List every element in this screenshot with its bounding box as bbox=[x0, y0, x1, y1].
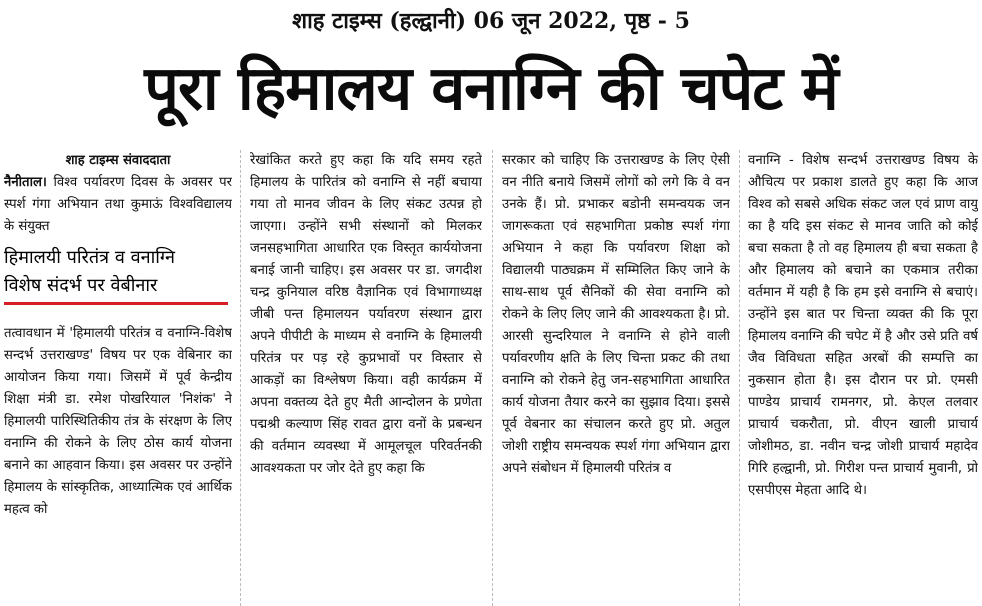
subheading bbox=[4, 244, 232, 300]
article-intro bbox=[4, 172, 232, 238]
masthead-text: शाह टाइम्स (हल्द्वानी) 06 जून 2022, पृष्ठ - 5 bbox=[292, 8, 690, 34]
column-2-body: रेखांकित करते हुए कहा कि यदि समय रहते हिमालय के पारितंत्र को वनाग्नि से नहीं बचाया गया तो मानव जीवन के लिए संकट उत्पन्न हो जाएगा। उन्होंने सभी संस्थानों को मिलकर जनसहभागिता आधारित एक विस्तृत कार्ययोजना बनाई जानी चाहिए। इस अवसर पर डा. जगदीश चन्द्र कुनियाल वरिष्ठ वैज्ञानिक एवं विभागाध्यक्ष जीबी पन्त हिमालयन पर्यावरण संस्थान द्वारा अपने पीपीटी के माध्यम से वनाग्नि के हिमालयी परितंत्र पर पड़ रहे कुप्रभावों पर विस्तार से आकड़ों का विश्लेषण किया। वही कार्यक्रम में अपना वक्तव्य देते हुए मैती आन्दोलन के प्रणेता पद्मश्री कल्याण सिंह रावत द्वारा वनों के प्रबन्धन की वर्तमान व्यवस्था में आमूलचूल परिवर्तनकी आवश्यकता पर जोर देते हुए कहा कि bbox=[250, 153, 482, 476]
article-column-1 bbox=[4, 150, 232, 606]
masthead bbox=[0, 4, 982, 38]
dateline: नैनीताल। bbox=[4, 175, 47, 190]
column-divider-3 bbox=[739, 150, 741, 606]
article-column-4 bbox=[748, 150, 978, 606]
column-4-body: वनाग्नि - विशेष सन्दर्भ उत्तराखण्ड विषय के औचित्य पर प्रकाश डालते हुए कहा कि आज विश्व को सबसे अधिक संकट जल एवं प्राण वायु का है यदि इस संकट से मानव जाति को कोई बचा सकता है तो वह हिमालय ही बचा सकता है और हिमालय को बचाने का एकमात्र तरीका वर्तमान में यही है कि हम इसे वनाग्नि से बचाएं। उन्होंने इस बात पर चिन्ता व्यक्त की कि पूरा हिमालय वनाग्नि की चपेट में है और उसे प्रति वर्ष जैव विविधता सहित अरबों की सम्पत्ति का नुकसान होता है। इस दौरान पर प्रो. एमसी पाण्डेय प्राचार्य रामनगर, प्रो. केएल तलवार प्राचार्य चकरौता, प्रो. वीएन खाली प्राचार्य जोशीमठ, डा. नवीन चन्द्र जोशी प्राचार्य महादेव गिरि हल्द्वानी, प्रो. गिरीश पन्त प्राचार्य मुवानी, प्रो एसपीएस मेहता आदि थे। bbox=[748, 153, 978, 498]
article-column-2 bbox=[250, 150, 482, 606]
headline-text: पूरा हिमालय वनाग्नि की चपेट में bbox=[144, 53, 838, 124]
column-1-body: तत्वावधान में 'हिमालयी परितंत्र व वनाग्नि-विशेष सन्दर्भ उत्तराखण्ड' विषय पर एक वेबिनार का आयोजन किया गया। जिसमें में पूर्व केन्द्रीय शिक्षा मंत्री डा. रमेश पोखरियाल 'निशंक' ने हिमालयी पारिस्थितिकीय तंत्र के संरक्षण के लिए वनाग्नि की रोकने के लिए ठोस कार्य योजना बनाने का आहवान किया। इस अवसर पर उन्होंने हिमालय के सांस्कृतिक, आध्यात्मिक एवं आर्थिक महत्व को bbox=[4, 326, 232, 517]
byline: शाह टाइम्स संवाददाता bbox=[65, 153, 171, 168]
intro-text: विश्व पर्यावरण दिवस के अवसर पर स्पर्श गंगा अभियान तथा कुमाऊं विश्वविद्यालय के संयुक्त bbox=[4, 175, 232, 234]
column-divider-2 bbox=[492, 150, 494, 606]
column-3-body: सरकार को चाहिए कि उत्तराखण्ड के लिए ऐसी वन नीति बनाये जिसमें लोगों को लगे कि वे वन उनके हैं। प्रो. प्रभाकर बडोनी समन्वयक जन जागरूकता एवं सहभागिता प्रकोष्ठ स्पर्श गंगा अभियान ने कहा कि पर्यावरण शिक्षा को विद्यालयी पाठ्यक्रम में सम्मिलित किए जाने के साथ-साथ पूर्व सैनिकों की सेवा वनाग्नि को रोकने के लिए लिए जाने की आवश्यकता है। प्रो. आरसी सुन्दरियाल ने वनाग्नि से होने वाली पर्यावरणीय क्षति के लिए चिन्ता प्रकट की तथा वनाग्नि को रोकने हेतु जन-सहभागिता आधारित कार्य योजना तैयार करने का सुझाव दिया। इससे पूर्व वेबनार का संचालन करते हुए प्रो. अतुल जोशी राष्ट्रीय समन्वयक स्पर्श गंगा अभियान द्वारा अपने संबोधन में हिमालयी परितंत्र व bbox=[502, 153, 730, 476]
article-column-3 bbox=[502, 150, 730, 606]
subheading-line-1: हिमालयी परितंत्र व वनाग्नि bbox=[4, 247, 175, 268]
subheading-underline bbox=[4, 302, 228, 305]
column-divider-1 bbox=[240, 150, 242, 606]
headline bbox=[0, 44, 982, 134]
subheading-line-2: विशेष संदर्भ पर वेबीनार bbox=[4, 275, 158, 296]
